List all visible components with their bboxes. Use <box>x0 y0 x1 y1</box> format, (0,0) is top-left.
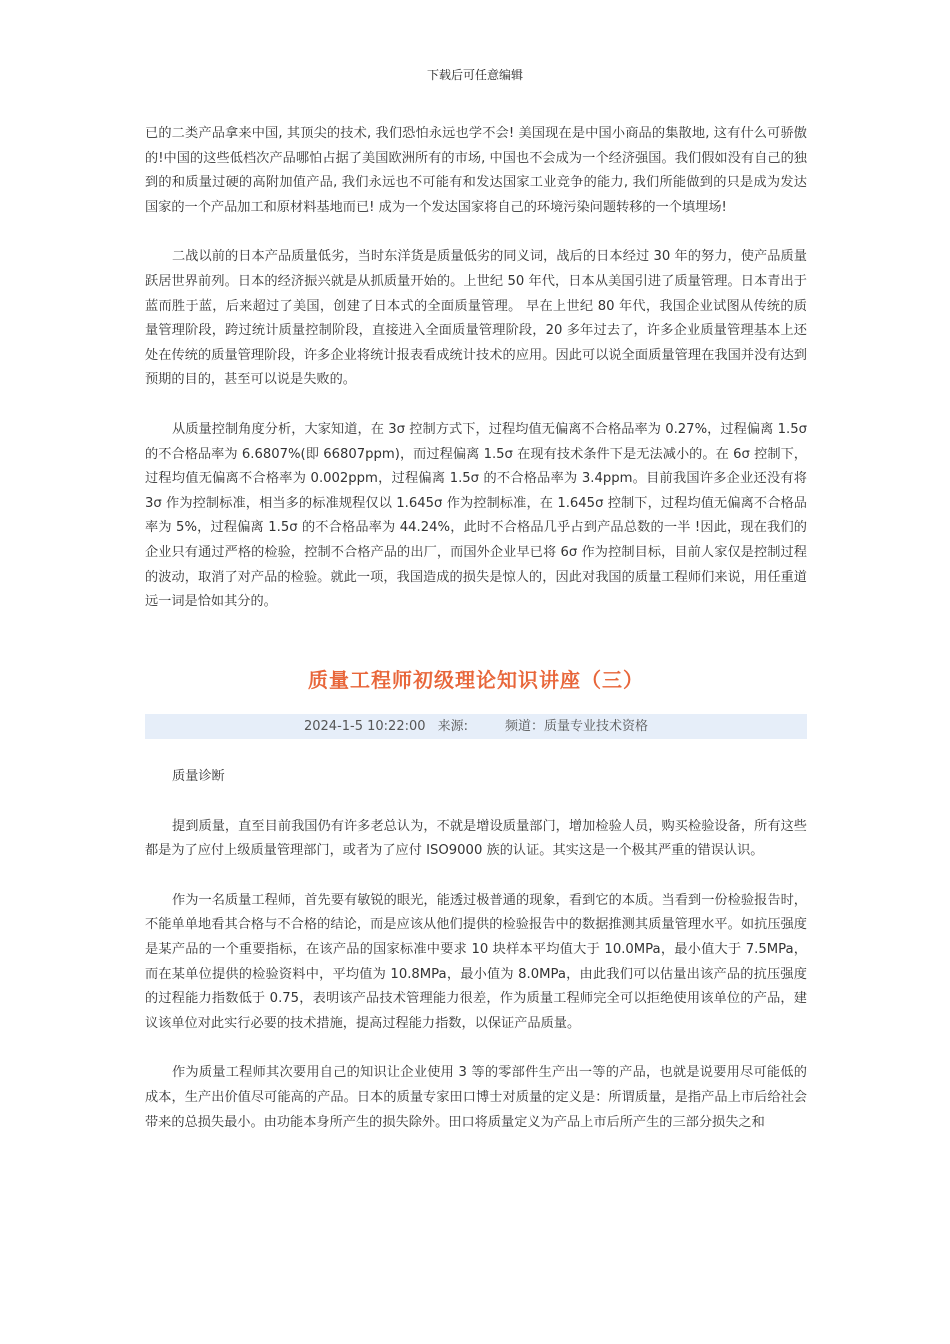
paragraph-4: 提到质量，直至目前我国仍有许多老总认为，不就是增设质量部门，增加检验人员，购买检验设备，所有这些都是为了应付上级质量管理部门，或者为了应付 ISO9000 族的认证。其实这是一个极其严重的错误认识。 <box>145 818 807 859</box>
paragraph-1: 已的二类产品拿来中国, 其顶尖的技术, 我们恐怕永远也学不会! 美国现在是中国小商品的集散地, 这有什么可骄傲的!中国的这些低档次产品哪怕占据了美国欧洲所有的市场, 中国也不会成为一个经济强国。我们假如没有自己的独到的和质量过硬的高附加值产品, 我们永远也不可能有和发达国家工业竞争的能力, 我们所能做到的只是成为发达国家的一个产品加工和原材料基地而已! 成为一个发达国家将自己的环境污染问题转移的一个填埋场! <box>145 126 807 215</box>
paragraph-5: 作为一名质量工程师，首先要有敏锐的眼光，能透过极普通的现象，看到它的本质。当看到一份检验报告时，不能单单地看其合格与不合格的结论，而是应该从他们提供的检验报告中的数据推测其质量管理水平。如抗压强度是某产品的一个重要指标，在该产品的国家标准中要求 10 块样本平均值大于 10.0MPa，最小值大于 7.5MPa，而在某单位提供的检验资料中，平均值为 10.8MPa，最小值为 8.0MPa，由此我们可以估量出该产品的抗压强度的过程能力指数低于 0.75，表明该产品技术管理能力很差，作为质量工程师完全可以拒绝使用该单位的产品，建议该单位对此实行必要的技术措施，提高过程能力指数，以保证产品质量。 <box>145 892 807 1031</box>
article-channel: 频道：质量专业技术资格 <box>504 719 648 734</box>
article-date: 2024-1-5 10:22:00 <box>303 719 426 734</box>
paragraph-2: 二战以前的日本产品质量低劣，当时东洋货是质量低劣的同义词，战后的日本经过 30 年的努力，使产品质量跃居世界前列。日本的经济振兴就是从抓质量开始的。上世纪 50 年代，日本从美国引进了质量管理。日本青出于蓝而胜于蓝，后来超过了美国，创建了日本式的全面质量管理。 早在上世纪 80 年代，我国企业试图从传统的质量管理阶段，跨过统计质量控制阶段，直接进入全面质量管理阶段，20 多年过去了，许多企业质量管理基本上还处在传统的质量管理阶段，许多企业将统计报表看成统计技术的应用。因此可以说全面质量管理在我国并没有达到预期的目的，甚至可以说是失败的。 <box>145 249 807 388</box>
article-source: 来源: <box>437 719 469 734</box>
section-subheading: 质量诊断 <box>172 769 225 784</box>
article-meta-bar <box>145 714 807 739</box>
article-body <box>145 765 807 1135</box>
page-header: 下载后可任意编辑 <box>426 68 523 82</box>
paragraph-3: 从质量控制角度分析，大家知道，在 3σ 控制方式下，过程均值无偏离不合格品率为 0.27%，过程偏离 1.5σ 的不合格品率为 6.6807%(即 66807ppm)，而过程偏离 1.5σ 在现有技术条件下是无法减小的。在 6σ 控制下，过程均值无偏离不合格率为 0.002ppm，过程偏离 1.5σ 的不合格品率为 3.4ppm。目前我国许多企业还没有将 3σ 作为控制标准，相当多的标准规程仅以 1.645σ 作为控制标准，在 1.645σ 控制下，过程均值无偏离不合格品率为 5%，过程偏离 1.5σ 的不合格品率为 44.24%，此时不合格品几乎占到产品总数的一半 !因此，现在我们的企业只有通过严格的检验，控制不合格产品的出厂，而国外企业早已将 6σ 作为控制目标，目前人家仅是控制过程的波动，取消了对产品的检验。就此一项，我国造成的损失是惊人的，因此对我国的质量工程师们来说，用任重道远一词是恰如其分的。 <box>145 421 807 610</box>
paragraph-6: 作为质量工程师其次要用自己的知识让企业使用 3 等的零部件生产出一等的产品，也就是说要用尽可能低的成本，生产出价值尽可能高的产品。日本的质量专家田口博士对质量的定义是：所谓质量，是指产品上市后给社会带来的总损失最小。由功能本身所产生的损失除外。田口将质量定义为产品上市后所产生的三部分损失之和 <box>145 1065 807 1130</box>
article-title: 质量工程师初级理论知识讲座（三） <box>308 668 644 692</box>
article-body-previous <box>145 122 807 615</box>
